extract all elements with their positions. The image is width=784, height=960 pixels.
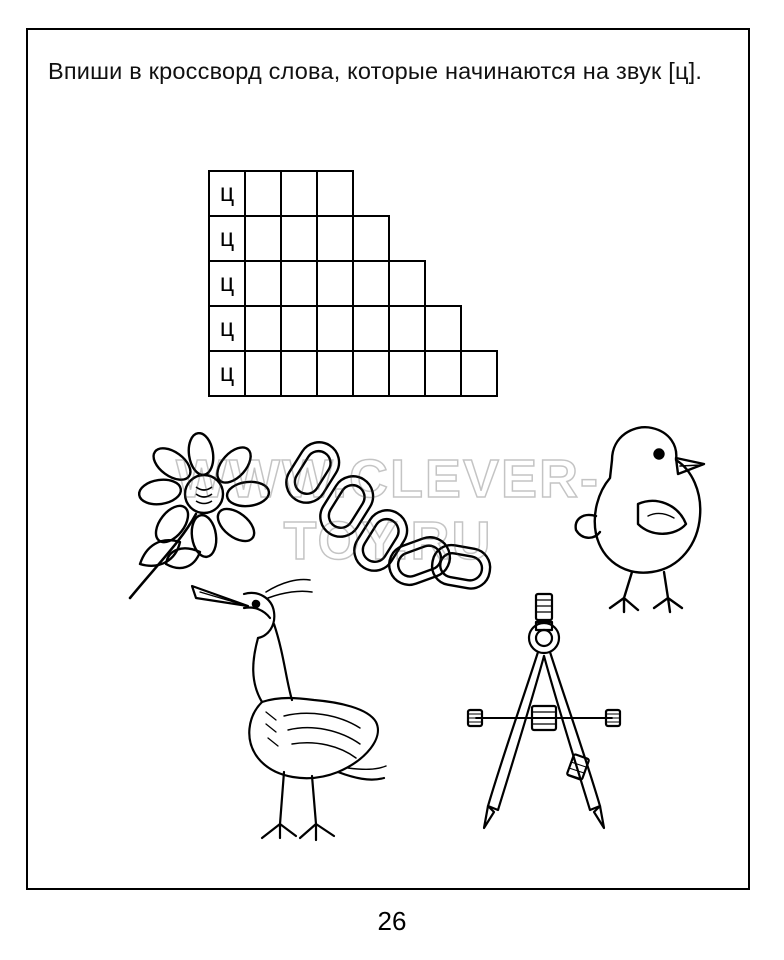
crossword-cell[interactable] bbox=[388, 260, 426, 307]
crossword-cell[interactable] bbox=[244, 215, 282, 262]
crossword-cell[interactable] bbox=[388, 305, 426, 352]
crossword-cell-prefilled[interactable]: ц bbox=[208, 260, 246, 307]
crossword-cell-prefilled[interactable]: ц bbox=[208, 215, 246, 262]
crossword-cell[interactable] bbox=[424, 305, 462, 352]
crossword-row bbox=[208, 260, 496, 305]
crossword-cell[interactable] bbox=[244, 350, 282, 397]
crossword-cell[interactable] bbox=[244, 170, 282, 217]
watermark-text: WWW.CLEVER-TOY.RU bbox=[176, 449, 600, 571]
crossword-cell[interactable] bbox=[280, 215, 318, 262]
crossword-cell[interactable] bbox=[352, 350, 390, 397]
crossword-cell[interactable] bbox=[316, 305, 354, 352]
crossword-cell-prefilled[interactable]: ц bbox=[208, 170, 246, 217]
crossword-cell[interactable] bbox=[244, 305, 282, 352]
crossword-row bbox=[208, 305, 496, 350]
crossword-cell[interactable] bbox=[352, 260, 390, 307]
crossword-cell[interactable] bbox=[280, 170, 318, 217]
crossword-cell[interactable] bbox=[316, 350, 354, 397]
crossword-row bbox=[208, 170, 496, 215]
crossword-cell[interactable] bbox=[424, 350, 462, 397]
instruction-text: Впиши в кроссворд слова, которые начинаются на звук [ц]. bbox=[48, 58, 703, 84]
crossword-cell-prefilled[interactable]: ц bbox=[208, 350, 246, 397]
crossword-cell[interactable] bbox=[316, 260, 354, 307]
crossword-grid[interactable] bbox=[208, 170, 496, 395]
crossword-row bbox=[208, 350, 496, 395]
crossword-cell[interactable] bbox=[316, 170, 354, 217]
crossword-cell[interactable] bbox=[460, 350, 498, 397]
crossword-cell[interactable] bbox=[388, 350, 426, 397]
crossword-cell[interactable] bbox=[280, 305, 318, 352]
crossword-cell[interactable] bbox=[280, 260, 318, 307]
crossword-cell[interactable] bbox=[352, 215, 390, 262]
page-frame bbox=[26, 28, 750, 890]
page-number: 26 bbox=[377, 906, 407, 936]
crossword-cell[interactable] bbox=[244, 260, 282, 307]
crossword-row bbox=[208, 215, 496, 260]
crossword-cell-prefilled[interactable]: ц bbox=[208, 305, 246, 352]
crossword-cell[interactable] bbox=[280, 350, 318, 397]
crossword-cell[interactable] bbox=[316, 215, 354, 262]
crossword-cell[interactable] bbox=[352, 305, 390, 352]
